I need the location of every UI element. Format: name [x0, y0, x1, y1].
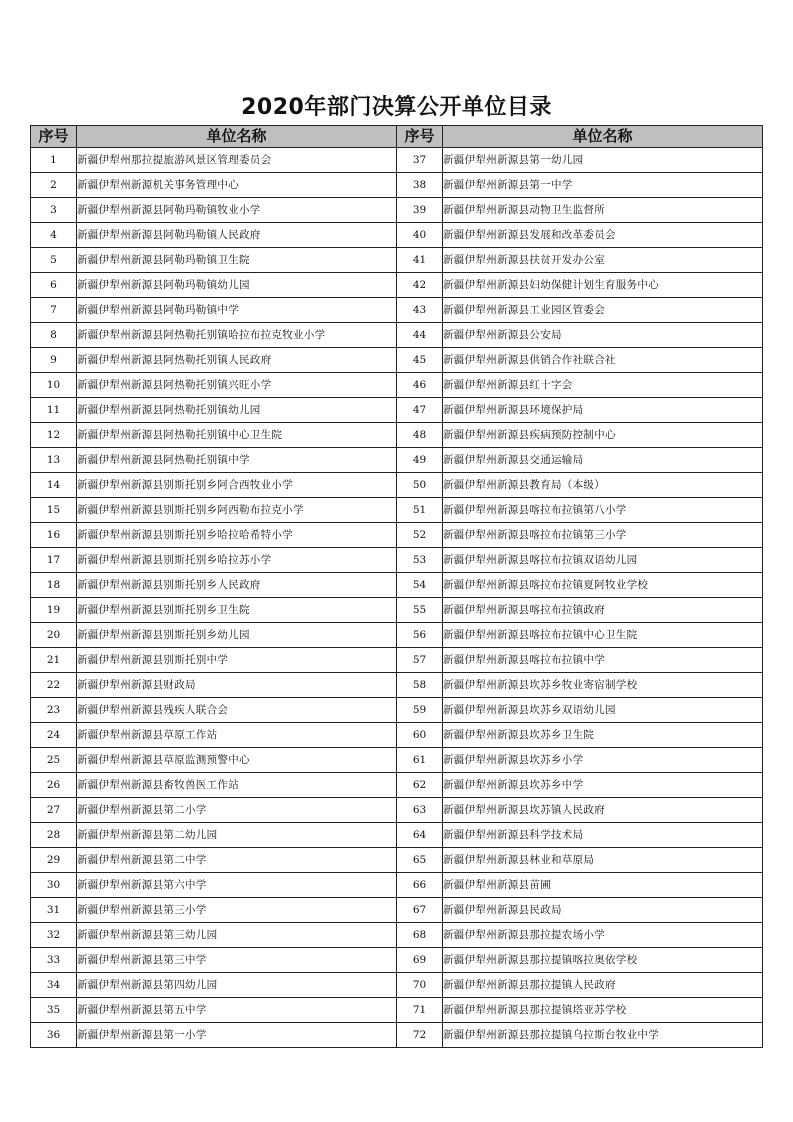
table-row	[31, 298, 763, 323]
unit-name-left: 新疆伊犁州新源县第三小学	[77, 898, 397, 923]
table-row	[31, 423, 763, 448]
table-row	[31, 148, 763, 173]
unit-seq-left: 35	[31, 998, 77, 1023]
unit-seq-left: 1	[31, 148, 77, 173]
table-row	[31, 998, 763, 1023]
unit-seq-left: 27	[31, 798, 77, 823]
unit-seq-left: 31	[31, 898, 77, 923]
unit-seq-right: 42	[397, 273, 443, 298]
unit-name-right: 新疆伊犁州新源县那拉提镇乌拉斯台牧业中学	[443, 1023, 763, 1048]
unit-name-left: 新疆伊犁州新源县畜牧兽医工作站	[77, 773, 397, 798]
unit-name-right: 新疆伊犁州新源县喀拉布拉镇夏阿牧业学校	[443, 573, 763, 598]
header-row	[31, 126, 763, 148]
unit-seq-right: 50	[397, 473, 443, 498]
unit-seq-left: 11	[31, 398, 77, 423]
unit-name-left: 新疆伊犁州新源县别斯托别乡哈拉哈希特小学	[77, 523, 397, 548]
unit-seq-right: 52	[397, 523, 443, 548]
unit-seq-left: 34	[31, 973, 77, 998]
header-name-right: 单位名称	[443, 126, 763, 148]
table-row	[31, 798, 763, 823]
unit-name-left: 新疆伊犁州新源县第三幼儿园	[77, 923, 397, 948]
unit-name-right: 新疆伊犁州新源县坎苏乡牧业寄宿制学校	[443, 673, 763, 698]
unit-seq-right: 39	[397, 198, 443, 223]
unit-seq-right: 41	[397, 248, 443, 273]
unit-name-right: 新疆伊犁州新源县那拉提镇喀拉奥依学校	[443, 948, 763, 973]
unit-name-left: 新疆伊犁州新源县别斯托别中学	[77, 648, 397, 673]
unit-name-right: 新疆伊犁州新源县喀拉布拉镇中学	[443, 648, 763, 673]
unit-seq-right: 68	[397, 923, 443, 948]
unit-name-left: 新疆伊犁州新源县别斯托别乡人民政府	[77, 573, 397, 598]
table-row	[31, 848, 763, 873]
unit-name-left: 新疆伊犁州新源县残疾人联合会	[77, 698, 397, 723]
unit-name-right: 新疆伊犁州新源县坎苏乡小学	[443, 748, 763, 773]
unit-seq-right: 67	[397, 898, 443, 923]
unit-name-right: 新疆伊犁州新源县交通运输局	[443, 448, 763, 473]
table-row	[31, 523, 763, 548]
table-row	[31, 1023, 763, 1048]
unit-name-right: 新疆伊犁州新源县民政局	[443, 898, 763, 923]
unit-name-left: 新疆伊犁州新源县第二中学	[77, 848, 397, 873]
unit-seq-right: 63	[397, 798, 443, 823]
unit-name-right: 新疆伊犁州新源县坎苏镇人民政府	[443, 798, 763, 823]
unit-name-left: 新疆伊犁州新源县阿热勒托别镇兴旺小学	[77, 373, 397, 398]
unit-name-right: 新疆伊犁州新源县供销合作社联合社	[443, 348, 763, 373]
unit-seq-left: 12	[31, 423, 77, 448]
unit-name-left: 新疆伊犁州新源县财政局	[77, 673, 397, 698]
table-row	[31, 823, 763, 848]
unit-seq-right: 62	[397, 773, 443, 798]
unit-name-left: 新疆伊犁州新源县阿勒玛勒镇卫生院	[77, 248, 397, 273]
unit-seq-right: 48	[397, 423, 443, 448]
unit-name-left: 新疆伊犁州新源县第三中学	[77, 948, 397, 973]
unit-seq-left: 17	[31, 548, 77, 573]
unit-name-right: 新疆伊犁州新源县教育局（本级）	[443, 473, 763, 498]
unit-name-left: 新疆伊犁州新源县别斯托别乡卫生院	[77, 598, 397, 623]
table-row	[31, 648, 763, 673]
unit-seq-right: 56	[397, 623, 443, 648]
table-row	[31, 573, 763, 598]
unit-name-left: 新疆伊犁州新源县别斯托别乡阿西勒布拉克小学	[77, 498, 397, 523]
unit-seq-left: 22	[31, 673, 77, 698]
unit-name-right: 新疆伊犁州新源县那拉提农场小学	[443, 923, 763, 948]
unit-name-left: 新疆伊犁州新源县阿热勒托别镇中心卫生院	[77, 423, 397, 448]
unit-seq-right: 38	[397, 173, 443, 198]
unit-seq-right: 46	[397, 373, 443, 398]
table-row	[31, 873, 763, 898]
unit-name-left: 新疆伊犁州新源县第五中学	[77, 998, 397, 1023]
unit-seq-right: 66	[397, 873, 443, 898]
unit-seq-right: 58	[397, 673, 443, 698]
unit-name-right: 新疆伊犁州新源县疾病预防控制中心	[443, 423, 763, 448]
table-row	[31, 973, 763, 998]
unit-seq-left: 14	[31, 473, 77, 498]
unit-name-left: 新疆伊犁州新源县草原工作站	[77, 723, 397, 748]
unit-name-right: 新疆伊犁州新源县喀拉布拉镇双语幼儿园	[443, 548, 763, 573]
unit-seq-left: 19	[31, 598, 77, 623]
table-row	[31, 173, 763, 198]
unit-seq-right: 49	[397, 448, 443, 473]
table-row	[31, 348, 763, 373]
unit-name-right: 新疆伊犁州新源县喀拉布拉镇第八小学	[443, 498, 763, 523]
unit-seq-right: 59	[397, 698, 443, 723]
unit-seq-left: 28	[31, 823, 77, 848]
unit-name-right: 新疆伊犁州新源县喀拉布拉镇政府	[443, 598, 763, 623]
unit-seq-right: 53	[397, 548, 443, 573]
unit-name-right: 新疆伊犁州新源县第一幼儿园	[443, 148, 763, 173]
unit-seq-right: 61	[397, 748, 443, 773]
unit-name-right: 新疆伊犁州新源县扶贫开发办公室	[443, 248, 763, 273]
table-row	[31, 948, 763, 973]
unit-name-right: 新疆伊犁州新源县坎苏乡卫生院	[443, 723, 763, 748]
unit-seq-left: 3	[31, 198, 77, 223]
unit-seq-right: 55	[397, 598, 443, 623]
unit-seq-left: 20	[31, 623, 77, 648]
unit-name-left: 新疆伊犁州新源县第二小学	[77, 798, 397, 823]
table-row	[31, 673, 763, 698]
unit-seq-left: 9	[31, 348, 77, 373]
unit-name-left: 新疆伊犁州新源县第一小学	[77, 1023, 397, 1048]
unit-name-left: 新疆伊犁州新源县阿热勒托别镇哈拉布拉克牧业小学	[77, 323, 397, 348]
unit-name-left: 新疆伊犁州新源县别斯托别乡哈拉苏小学	[77, 548, 397, 573]
unit-seq-right: 70	[397, 973, 443, 998]
unit-seq-right: 44	[397, 323, 443, 348]
unit-seq-left: 29	[31, 848, 77, 873]
unit-seq-right: 37	[397, 148, 443, 173]
table-row	[31, 398, 763, 423]
unit-name-right: 新疆伊犁州新源县动物卫生监督所	[443, 198, 763, 223]
unit-name-right: 新疆伊犁州新源县妇幼保健计划生育服务中心	[443, 273, 763, 298]
unit-seq-left: 24	[31, 723, 77, 748]
unit-name-left: 新疆伊犁州新源县阿勒玛勒镇牧业小学	[77, 198, 397, 223]
table-row	[31, 448, 763, 473]
unit-seq-left: 13	[31, 448, 77, 473]
table-row	[31, 373, 763, 398]
unit-seq-left: 32	[31, 923, 77, 948]
unit-name-right: 新疆伊犁州新源县红十字会	[443, 373, 763, 398]
unit-seq-left: 25	[31, 748, 77, 773]
unit-name-right: 新疆伊犁州新源县科学技术局	[443, 823, 763, 848]
table-row	[31, 323, 763, 348]
unit-name-left: 新疆伊犁州新源县阿热勒托别镇幼儿园	[77, 398, 397, 423]
table-row	[31, 898, 763, 923]
table-row	[31, 223, 763, 248]
unit-name-left: 新疆伊犁州新源县别斯托别乡阿合西牧业小学	[77, 473, 397, 498]
table-row	[31, 273, 763, 298]
unit-seq-right: 69	[397, 948, 443, 973]
unit-seq-left: 15	[31, 498, 77, 523]
unit-seq-right: 60	[397, 723, 443, 748]
table-row	[31, 473, 763, 498]
unit-name-left: 新疆伊犁州新源县草原监测预警中心	[77, 748, 397, 773]
unit-seq-right: 51	[397, 498, 443, 523]
unit-seq-right: 65	[397, 848, 443, 873]
unit-seq-right: 45	[397, 348, 443, 373]
unit-seq-left: 8	[31, 323, 77, 348]
unit-name-right: 新疆伊犁州新源县坎苏乡中学	[443, 773, 763, 798]
unit-name-left: 新疆伊犁州新源县阿热勒托别镇人民政府	[77, 348, 397, 373]
unit-name-right: 新疆伊犁州新源县喀拉布拉镇中心卫生院	[443, 623, 763, 648]
unit-seq-right: 54	[397, 573, 443, 598]
unit-name-left: 新疆伊犁州新源县阿勒玛勒镇幼儿园	[77, 273, 397, 298]
unit-seq-right: 40	[397, 223, 443, 248]
header-name-left: 单位名称	[77, 126, 397, 148]
unit-seq-left: 18	[31, 573, 77, 598]
unit-seq-left: 4	[31, 223, 77, 248]
unit-seq-right: 72	[397, 1023, 443, 1048]
table-row	[31, 548, 763, 573]
unit-name-left: 新疆伊犁州新源县阿勒玛勒镇中学	[77, 298, 397, 323]
header-seq-right: 序号	[397, 126, 443, 148]
unit-name-right: 新疆伊犁州新源县苗圃	[443, 873, 763, 898]
unit-seq-left: 30	[31, 873, 77, 898]
unit-name-left: 新疆伊犁州新源县第二幼儿园	[77, 823, 397, 848]
unit-name-left: 新疆伊犁州新源县第六中学	[77, 873, 397, 898]
unit-name-right: 新疆伊犁州新源县发展和改革委员会	[443, 223, 763, 248]
table-row	[31, 598, 763, 623]
unit-seq-right: 71	[397, 998, 443, 1023]
table-row	[31, 623, 763, 648]
unit-name-left: 新疆伊犁州新源县阿勒玛勒镇人民政府	[77, 223, 397, 248]
unit-name-right: 新疆伊犁州新源县那拉提镇塔亚苏学校	[443, 998, 763, 1023]
unit-seq-left: 23	[31, 698, 77, 723]
table-row	[31, 198, 763, 223]
unit-name-right: 新疆伊犁州新源县坎苏乡双语幼儿园	[443, 698, 763, 723]
table-row	[31, 498, 763, 523]
table-row	[31, 248, 763, 273]
unit-name-right: 新疆伊犁州新源县环境保护局	[443, 398, 763, 423]
table-row	[31, 773, 763, 798]
table-row	[31, 923, 763, 948]
unit-seq-left: 5	[31, 248, 77, 273]
unit-seq-right: 43	[397, 298, 443, 323]
unit-seq-left: 21	[31, 648, 77, 673]
unit-directory-table	[30, 125, 763, 1048]
unit-name-right: 新疆伊犁州新源县林业和草原局	[443, 848, 763, 873]
unit-name-right: 新疆伊犁州新源县喀拉布拉镇第三小学	[443, 523, 763, 548]
unit-seq-right: 64	[397, 823, 443, 848]
unit-seq-left: 7	[31, 298, 77, 323]
unit-name-left: 新疆伊犁州新源县别斯托别乡幼儿园	[77, 623, 397, 648]
unit-name-right: 新疆伊犁州新源县公安局	[443, 323, 763, 348]
unit-seq-left: 36	[31, 1023, 77, 1048]
unit-name-left: 新疆伊犁州新源县阿热勒托别镇中学	[77, 448, 397, 473]
header-seq-left: 序号	[31, 126, 77, 148]
unit-seq-right: 47	[397, 398, 443, 423]
table-row	[31, 698, 763, 723]
unit-seq-left: 10	[31, 373, 77, 398]
unit-seq-left: 2	[31, 173, 77, 198]
page-title: 2020年部门决算公开单位目录	[241, 95, 552, 120]
unit-name-right: 新疆伊犁州新源县第一中学	[443, 173, 763, 198]
unit-seq-left: 6	[31, 273, 77, 298]
unit-name-left: 新疆伊犁州那拉提旅游风景区管理委员会	[77, 148, 397, 173]
table-row	[31, 723, 763, 748]
unit-name-left: 新疆伊犁州新源县第四幼儿园	[77, 973, 397, 998]
unit-seq-left: 16	[31, 523, 77, 548]
unit-seq-left: 33	[31, 948, 77, 973]
unit-seq-right: 57	[397, 648, 443, 673]
unit-name-left: 新疆伊犁州新源机关事务管理中心	[77, 173, 397, 198]
unit-seq-left: 26	[31, 773, 77, 798]
table-row	[31, 748, 763, 773]
unit-name-right: 新疆伊犁州新源县那拉提镇人民政府	[443, 973, 763, 998]
unit-name-right: 新疆伊犁州新源县工业园区管委会	[443, 298, 763, 323]
